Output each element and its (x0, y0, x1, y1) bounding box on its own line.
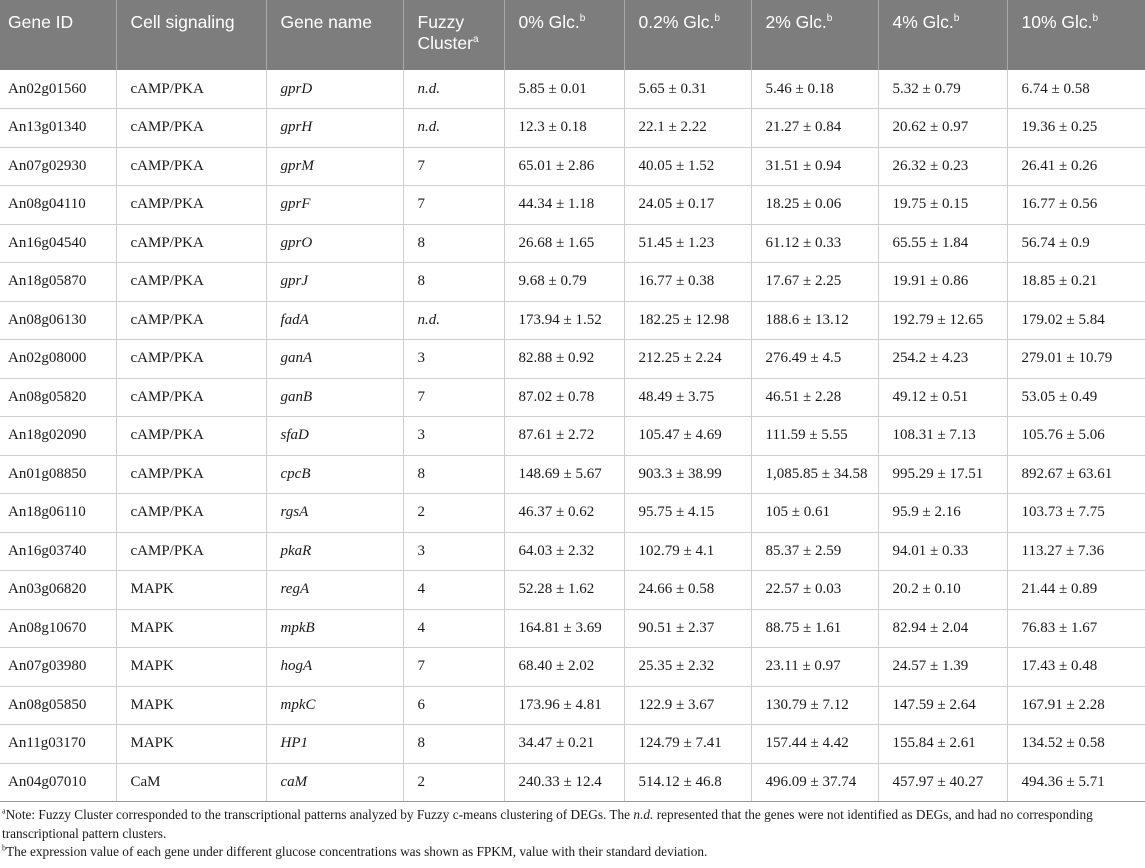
glc-0-cell: 240.33 ± 12.4 (504, 763, 624, 802)
glc-0-cell: 82.88 ± 0.92 (504, 340, 624, 379)
glc-0-cell: 87.61 ± 2.72 (504, 417, 624, 456)
glc-2-cell: 88.75 ± 1.61 (751, 609, 878, 648)
glc-2-cell: 1,085.85 ± 34.58 (751, 455, 878, 494)
cell-signaling-cell: MAPK (116, 686, 266, 725)
gene-id-cell: An07g03980 (0, 648, 116, 687)
cell-signaling-cell: cAMP/PKA (116, 301, 266, 340)
table-row (0, 301, 1145, 340)
glc-4-cell: 94.01 ± 0.33 (878, 532, 1007, 571)
glc-10-cell: 103.73 ± 7.75 (1007, 494, 1145, 533)
glc-2-cell: 31.51 ± 0.94 (751, 147, 878, 186)
gene-name-cell: regA (266, 571, 403, 610)
cell-signaling-cell: cAMP/PKA (116, 494, 266, 533)
fuzzy-cluster-cell: 4 (403, 609, 504, 648)
cell-signaling-cell: cAMP/PKA (116, 455, 266, 494)
cell-signaling-cell: cAMP/PKA (116, 109, 266, 148)
footnote-marker: b (579, 13, 586, 25)
header-glc-10: 10% Glc.$^b$ (1007, 0, 1145, 70)
header-glc-0: 0% Glc.$^b$ (504, 0, 624, 70)
glc-10-cell: 76.83 ± 1.67 (1007, 609, 1145, 648)
table-row (0, 763, 1145, 802)
gene-name-cell: hogA (266, 648, 403, 687)
table-row (0, 686, 1145, 725)
gene-id-cell: An03g06820 (0, 571, 116, 610)
glc-10-cell: 494.36 ± 5.71 (1007, 763, 1145, 802)
gene-id-cell: An13g01340 (0, 109, 116, 148)
table-row (0, 263, 1145, 302)
table-row (0, 109, 1145, 148)
fuzzy-cluster-cell: 7 (403, 147, 504, 186)
glc-2-cell: 18.25 ± 0.06 (751, 186, 878, 225)
glc-0-2-cell: 24.66 ± 0.58 (624, 571, 751, 610)
fuzzy-cluster-cell: 2 (403, 763, 504, 802)
table-row (0, 417, 1145, 456)
table-footnotes (0, 806, 1145, 862)
glc-2-cell: 21.27 ± 0.84 (751, 109, 878, 148)
gene-name-cell: cpcB (266, 455, 403, 494)
gene-name-cell: pkaR (266, 532, 403, 571)
glc-4-cell: 20.62 ± 0.97 (878, 109, 1007, 148)
gene-id-cell: An08g10670 (0, 609, 116, 648)
glc-0-2-cell: 40.05 ± 1.52 (624, 147, 751, 186)
gene-name-cell: gprF (266, 186, 403, 225)
fuzzy-cluster-cell: 8 (403, 455, 504, 494)
glc-4-cell: 155.84 ± 2.61 (878, 725, 1007, 764)
gene-id-cell: An08g05820 (0, 378, 116, 417)
header-glc-4: 4% Glc.$^b$ (878, 0, 1007, 70)
header-cell-signaling: Cell signaling (116, 0, 266, 70)
glc-4-cell: 26.32 ± 0.23 (878, 147, 1007, 186)
fuzzy-cluster-cell: 8 (403, 725, 504, 764)
glc-10-cell: 26.41 ± 0.26 (1007, 147, 1145, 186)
fuzzy-cluster-cell: 7 (403, 378, 504, 417)
gene-name-cell: gprD (266, 70, 403, 109)
glc-0-2-cell: 903.3 ± 38.99 (624, 455, 751, 494)
gene-name-cell: caM (266, 763, 403, 802)
glc-2-cell: 23.11 ± 0.97 (751, 648, 878, 687)
gene-name-cell: gprJ (266, 263, 403, 302)
table-row (0, 571, 1145, 610)
gene-name-cell: gprM (266, 147, 403, 186)
header-gene-id: Gene ID (0, 0, 116, 70)
glc-0-2-cell: 514.12 ± 46.8 (624, 763, 751, 802)
glc-0-cell: 173.94 ± 1.52 (504, 301, 624, 340)
glc-2-cell: 157.44 ± 4.42 (751, 725, 878, 764)
glc-0-2-cell: 105.47 ± 4.69 (624, 417, 751, 456)
cell-signaling-cell: cAMP/PKA (116, 263, 266, 302)
glc-10-cell: 16.77 ± 0.56 (1007, 186, 1145, 225)
glc-0-cell: 44.34 ± 1.18 (504, 186, 624, 225)
gene-name-cell: fadA (266, 301, 403, 340)
gene-name-cell: mpkC (266, 686, 403, 725)
glc-0-cell: 173.96 ± 4.81 (504, 686, 624, 725)
glc-2-cell: 22.57 ± 0.03 (751, 571, 878, 610)
gene-id-cell: An18g02090 (0, 417, 116, 456)
glc-0-cell: 164.81 ± 3.69 (504, 609, 624, 648)
glc-2-cell: 105 ± 0.61 (751, 494, 878, 533)
glc-2-cell: 5.46 ± 0.18 (751, 70, 878, 109)
gene-id-cell: An08g04110 (0, 186, 116, 225)
gene-name-cell: mpkB (266, 609, 403, 648)
glc-2-cell: 46.51 ± 2.28 (751, 378, 878, 417)
glc-10-cell: 56.74 ± 0.9 (1007, 224, 1145, 263)
fuzzy-cluster-cell: 8 (403, 224, 504, 263)
cell-signaling-cell: MAPK (116, 725, 266, 764)
gene-name-cell: sfaD (266, 417, 403, 456)
cell-signaling-cell: cAMP/PKA (116, 186, 266, 225)
glc-10-cell: 53.05 ± 0.49 (1007, 378, 1145, 417)
gene-name-cell: HP1 (266, 725, 403, 764)
fuzzy-cluster-cell: 3 (403, 532, 504, 571)
cell-signaling-cell: cAMP/PKA (116, 532, 266, 571)
glc-10-cell: 17.43 ± 0.48 (1007, 648, 1145, 687)
glc-4-cell: 5.32 ± 0.79 (878, 70, 1007, 109)
glc-10-cell: 179.02 ± 5.84 (1007, 301, 1145, 340)
glc-0-2-cell: 48.49 ± 3.75 (624, 378, 751, 417)
cell-signaling-cell: cAMP/PKA (116, 147, 266, 186)
glc-0-2-cell: 22.1 ± 2.22 (624, 109, 751, 148)
glc-0-2-cell: 16.77 ± 0.38 (624, 263, 751, 302)
fuzzy-cluster-cell: n.d. (403, 109, 504, 148)
table-row (0, 494, 1145, 533)
gene-id-cell: An02g08000 (0, 340, 116, 379)
glc-0-2-cell: 124.79 ± 7.41 (624, 725, 751, 764)
gene-name-cell: gprO (266, 224, 403, 263)
gene-id-cell: An18g06110 (0, 494, 116, 533)
glc-0-2-cell: 5.65 ± 0.31 (624, 70, 751, 109)
fuzzy-cluster-cell: 7 (403, 648, 504, 687)
header-row (0, 0, 1145, 70)
glc-10-cell: 134.52 ± 0.58 (1007, 725, 1145, 764)
glc-0-cell: 26.68 ± 1.65 (504, 224, 624, 263)
glc-0-cell: 12.3 ± 0.18 (504, 109, 624, 148)
glc-4-cell: 19.75 ± 0.15 (878, 186, 1007, 225)
glc-10-cell: 21.44 ± 0.89 (1007, 571, 1145, 610)
glc-0-2-cell: 51.45 ± 1.23 (624, 224, 751, 263)
glc-0-cell: 46.37 ± 0.62 (504, 494, 624, 533)
glc-10-cell: 19.36 ± 0.25 (1007, 109, 1145, 148)
fuzzy-cluster-cell: 3 (403, 417, 504, 456)
glc-4-cell: 254.2 ± 4.23 (878, 340, 1007, 379)
gene-name-cell: ganA (266, 340, 403, 379)
fuzzy-cluster-cell: n.d. (403, 70, 504, 109)
glc-10-cell: 167.91 ± 2.28 (1007, 686, 1145, 725)
table-row (0, 532, 1145, 571)
gene-id-cell: An02g01560 (0, 70, 116, 109)
glc-0-2-cell: 24.05 ± 0.17 (624, 186, 751, 225)
glc-2-cell: 111.59 ± 5.55 (751, 417, 878, 456)
glc-4-cell: 192.79 ± 12.65 (878, 301, 1007, 340)
cell-signaling-cell: cAMP/PKA (116, 224, 266, 263)
glc-0-2-cell: 122.9 ± 3.67 (624, 686, 751, 725)
glc-10-cell: 279.01 ± 10.79 (1007, 340, 1145, 379)
cell-signaling-cell: cAMP/PKA (116, 378, 266, 417)
glc-0-cell: 34.47 ± 0.21 (504, 725, 624, 764)
glc-4-cell: 49.12 ± 0.51 (878, 378, 1007, 417)
glc-0-cell: 148.69 ± 5.67 (504, 455, 624, 494)
glc-2-cell: 130.79 ± 7.12 (751, 686, 878, 725)
table-row (0, 609, 1145, 648)
cell-signaling-cell: MAPK (116, 609, 266, 648)
glc-4-cell: 65.55 ± 1.84 (878, 224, 1007, 263)
glc-0-2-cell: 95.75 ± 4.15 (624, 494, 751, 533)
cell-signaling-cell: MAPK (116, 571, 266, 610)
gene-id-cell: An07g02930 (0, 147, 116, 186)
glc-4-cell: 95.9 ± 2.16 (878, 494, 1007, 533)
glc-4-cell: 147.59 ± 2.64 (878, 686, 1007, 725)
gene-id-cell: An11g03170 (0, 725, 116, 764)
header-fuzzy-cluster: Fuzzy Cluster$^a$ (403, 0, 504, 70)
cell-signaling-cell: MAPK (116, 648, 266, 687)
table-row (0, 455, 1145, 494)
glc-4-cell: 995.29 ± 17.51 (878, 455, 1007, 494)
table-row (0, 70, 1145, 109)
gene-name-cell: ganB (266, 378, 403, 417)
gene-id-cell: An08g05850 (0, 686, 116, 725)
table-row (0, 186, 1145, 225)
glc-2-cell: 276.49 ± 4.5 (751, 340, 878, 379)
fuzzy-cluster-cell: 6 (403, 686, 504, 725)
glc-4-cell: 82.94 ± 2.04 (878, 609, 1007, 648)
cell-signaling-cell: cAMP/PKA (116, 340, 266, 379)
glc-0-cell: 5.85 ± 0.01 (504, 70, 624, 109)
gene-id-cell: An16g03740 (0, 532, 116, 571)
glc-0-2-cell: 212.25 ± 2.24 (624, 340, 751, 379)
footnote-b: $^b$The expression value of each gene under different glucose concentrations was shown as FPKM, value with their standard deviation. (2, 843, 708, 860)
fuzzy-cluster-cell: n.d. (403, 301, 504, 340)
gene-id-cell: An16g04540 (0, 224, 116, 263)
glc-2-cell: 496.09 ± 37.74 (751, 763, 878, 802)
glc-0-cell: 64.03 ± 2.32 (504, 532, 624, 571)
glc-0-2-cell: 102.79 ± 4.1 (624, 532, 751, 571)
footnote-marker: b (826, 13, 833, 25)
cell-signaling-cell: cAMP/PKA (116, 70, 266, 109)
glc-4-cell: 20.2 ± 0.10 (878, 571, 1007, 610)
gene-id-cell: An01g08850 (0, 455, 116, 494)
glc-0-2-cell: 90.51 ± 2.37 (624, 609, 751, 648)
cell-signaling-cell: cAMP/PKA (116, 417, 266, 456)
fuzzy-cluster-cell: 8 (403, 263, 504, 302)
cell-signaling-cell: CaM (116, 763, 266, 802)
fuzzy-cluster-cell: 2 (403, 494, 504, 533)
fuzzy-cluster-cell: 4 (403, 571, 504, 610)
glc-0-2-cell: 182.25 ± 12.98 (624, 301, 751, 340)
table-row (0, 147, 1145, 186)
glc-10-cell: 892.67 ± 63.61 (1007, 455, 1145, 494)
glc-4-cell: 108.31 ± 7.13 (878, 417, 1007, 456)
glc-2-cell: 17.67 ± 2.25 (751, 263, 878, 302)
glc-10-cell: 113.27 ± 7.36 (1007, 532, 1145, 571)
table-row (0, 340, 1145, 379)
gene-id-cell: An04g07010 (0, 763, 116, 802)
footnote-marker: b (953, 13, 960, 25)
glc-10-cell: 18.85 ± 0.21 (1007, 263, 1145, 302)
gene-id-cell: An08g06130 (0, 301, 116, 340)
gene-name-cell: rgsA (266, 494, 403, 533)
table-row (0, 224, 1145, 263)
glc-0-cell: 52.28 ± 1.62 (504, 571, 624, 610)
gene-name-cell: gprH (266, 109, 403, 148)
glc-4-cell: 457.97 ± 40.27 (878, 763, 1007, 802)
table-body (0, 70, 1145, 802)
glc-0-cell: 87.02 ± 0.78 (504, 378, 624, 417)
gene-id-cell: An18g05870 (0, 263, 116, 302)
header-glc-0-2: 0.2% Glc.$^b$ (624, 0, 751, 70)
fuzzy-cluster-cell: 3 (403, 340, 504, 379)
table-row (0, 378, 1145, 417)
glc-2-cell: 188.6 ± 13.12 (751, 301, 878, 340)
footnote-marker: b (1092, 13, 1099, 25)
glc-0-cell: 9.68 ± 0.79 (504, 263, 624, 302)
glc-0-cell: 68.40 ± 2.02 (504, 648, 624, 687)
header-gene-name: Gene name (266, 0, 403, 70)
table-row (0, 648, 1145, 687)
footnote-marker: a (472, 34, 479, 46)
footnote-a: $^a$Note: Fuzzy Cluster corresponded to the transcriptional patterns analyzed by Fuzzy c-means clustering of DEGs. The n.d. represented that the genes were not identified as DEGs, and had no corresponding transcriptional pattern clusters. (2, 806, 1093, 841)
glc-4-cell: 19.91 ± 0.86 (878, 263, 1007, 302)
glc-0-2-cell: 25.35 ± 2.32 (624, 648, 751, 687)
glc-10-cell: 6.74 ± 0.58 (1007, 70, 1145, 109)
glc-4-cell: 24.57 ± 1.39 (878, 648, 1007, 687)
glc-10-cell: 105.76 ± 5.06 (1007, 417, 1145, 456)
table-row (0, 725, 1145, 764)
header-glc-2: 2% Glc.$^b$ (751, 0, 878, 70)
glc-2-cell: 85.37 ± 2.59 (751, 532, 878, 571)
glc-2-cell: 61.12 ± 0.33 (751, 224, 878, 263)
fuzzy-cluster-cell: 7 (403, 186, 504, 225)
glc-0-cell: 65.01 ± 2.86 (504, 147, 624, 186)
footnote-marker: b (714, 13, 720, 25)
